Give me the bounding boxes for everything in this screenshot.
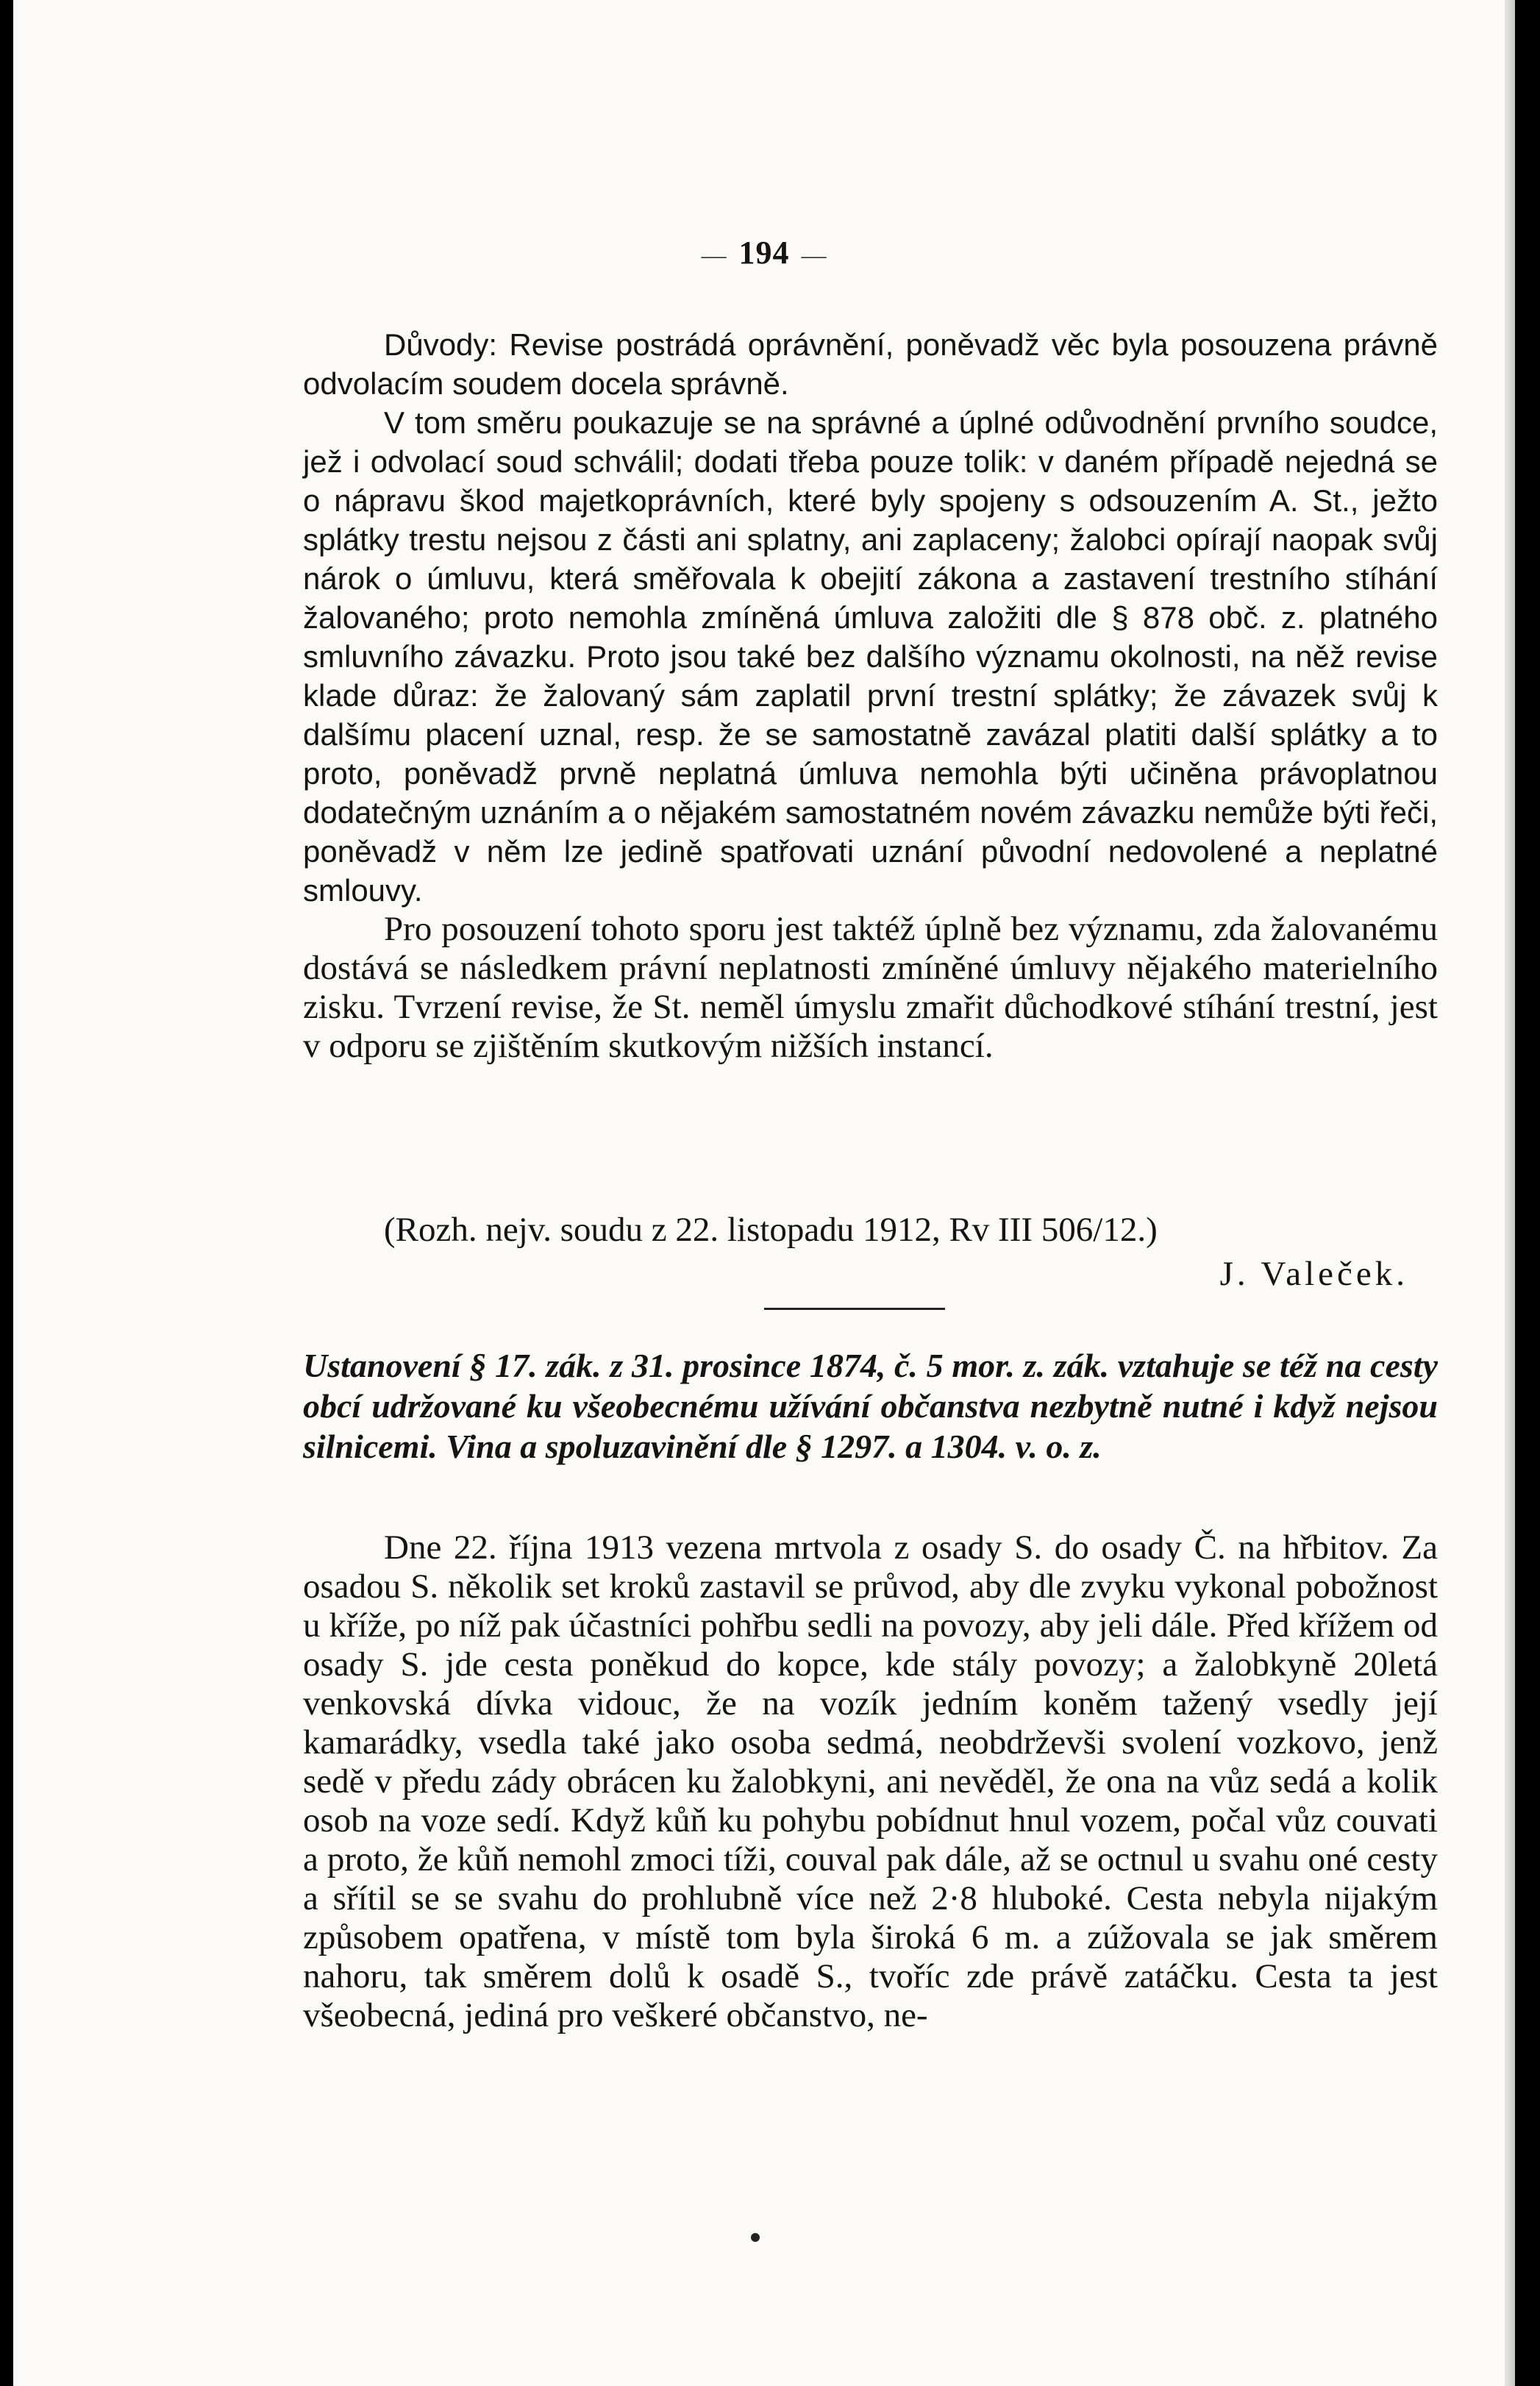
ornament-right: — <box>801 242 827 269</box>
page-edge <box>1505 0 1515 2386</box>
page-number-value: 194 <box>738 235 790 271</box>
page-number <box>13 234 1515 271</box>
ornament-left: — <box>701 242 727 269</box>
author-signature: J. Valeček. <box>1219 1255 1408 1293</box>
case-facts-paragraph-1: Dne 22. října 1913 vezena mrtvola z osady S. do osady Č. na hřbitov. Za osadou S. několik set kroků zastavil se průvod, aby dle zvyku vykonal pobožnost u kříže, po níž pak účastníci pohřbu sedli na povozy, aby jeli dále. Před křížem od osady S. jde cesta poněkud do kopce, kde stály povozy; a žalobkyně 20letá venkovská dívka vidouc, že na vozík jedním koněm tažený vsedly její kamarádky, vsedla také jako osoba sedmá, neobdrževši svolení vozkovo, jenž sedě v předu zády obrácen ku žalobkyni, ani nevěděl, že ona na vůz sedá a kolik osob na voze sedí. Když kůň ku pohybu pobídnut hnul vozem, počal vůz couvati a proto, že kůň nemohl zmoci tíži, couval pak dále, až se octnul u svahu oné cesty a sřítil se se svahu do prohlubně více než 2·8 hluboké. Cesta nebyla nijakým způsobem opatřena, v místě tom byla široká 6 m. a zúžovala se jak směrem nahoru, tak směrem dolů k osadě S., tvoříc zde právě zatáčku. Cesta ta jest všeobecná, jediná pro veškeré občanstvo, ne- <box>303 1528 1438 2034</box>
reasons-label: Důvody: <box>384 327 498 362</box>
reasons-paragraph-3: Pro posouzení tohoto sporu jest taktéž úplně bez významu, zda žalovanému dostává se následkem právní neplatnosti zmíněné úmluvy nějakého materielního zisku. Tvrzení revise, že St. neměl úmyslu zmařit důchodkové stíhání trestní, jest v odporu se zjištěním skutkovým nižších instancí. <box>303 910 1438 1065</box>
reasons-section <box>303 325 1438 1066</box>
reasons-paragraph-2: V tom směru poukazuje se na správné a úplné odůvodnění prvního soudce, jež i odvolací soud schválil; dodati třeba pouze tolik: v daném případě nejedná se o nápravu škod majetkoprávních, které byly spojeny s odsouzením A. St., ježto splátky trestu nejsou z části ani splatny, ani zaplaceny; žalobci opírají naopak svůj nárok o úmluvu, která směřovala k obejití zákona a zastavení trestního stíhání žalovaného; proto nemohla zmíněná úmluva založiti dle § 878 obč. z. platného smluvního závazku. Proto jsou také bez dalšího významu okolnosti, na něž revise klade důraz: že žalovaný sám zaplatil první trestní splátky; že závazek svůj k dalšímu placení uznal, resp. že se samostatně zavázal platiti další splátky a to proto, poněvadž prvně neplatná úmluva nemohla býti učiněna právoplatnou dodatečným uznáním a o nějakém samostatném novém závazku nemůže býti řeči, poněvadž v něm lze jedině spatřovati uznání původní nedovolené a neplatné smlouvy. <box>303 405 1438 908</box>
reasons-paragraph-1 <box>303 325 1438 403</box>
page-mark-dot <box>751 2233 760 2242</box>
court-citation: (Rozh. nejv. soudu z 22. listopadu 1912, Rv III 506/12.) <box>384 1211 1158 1249</box>
document-page <box>13 0 1515 2386</box>
case-facts-section <box>303 1528 1438 2035</box>
case-heading: Ustanovení § 17. zák. z 31. prosince 1874, č. 5 mor. z. zák. vztahuje se též na cesty obcí udržované ku všeobecnému užívání občanstva nezbytně nutné i když nejsou silnicemi. Vina a spoluzavinění dle § 1297. a 1304. v. o. z. <box>303 1347 1438 1465</box>
section-divider <box>764 1308 945 1310</box>
reasons-paragraph-1-text: Revise postrádá oprávnění, poněvadž věc byla posouzena právně odvolacím soudem docela správně. <box>303 327 1439 401</box>
